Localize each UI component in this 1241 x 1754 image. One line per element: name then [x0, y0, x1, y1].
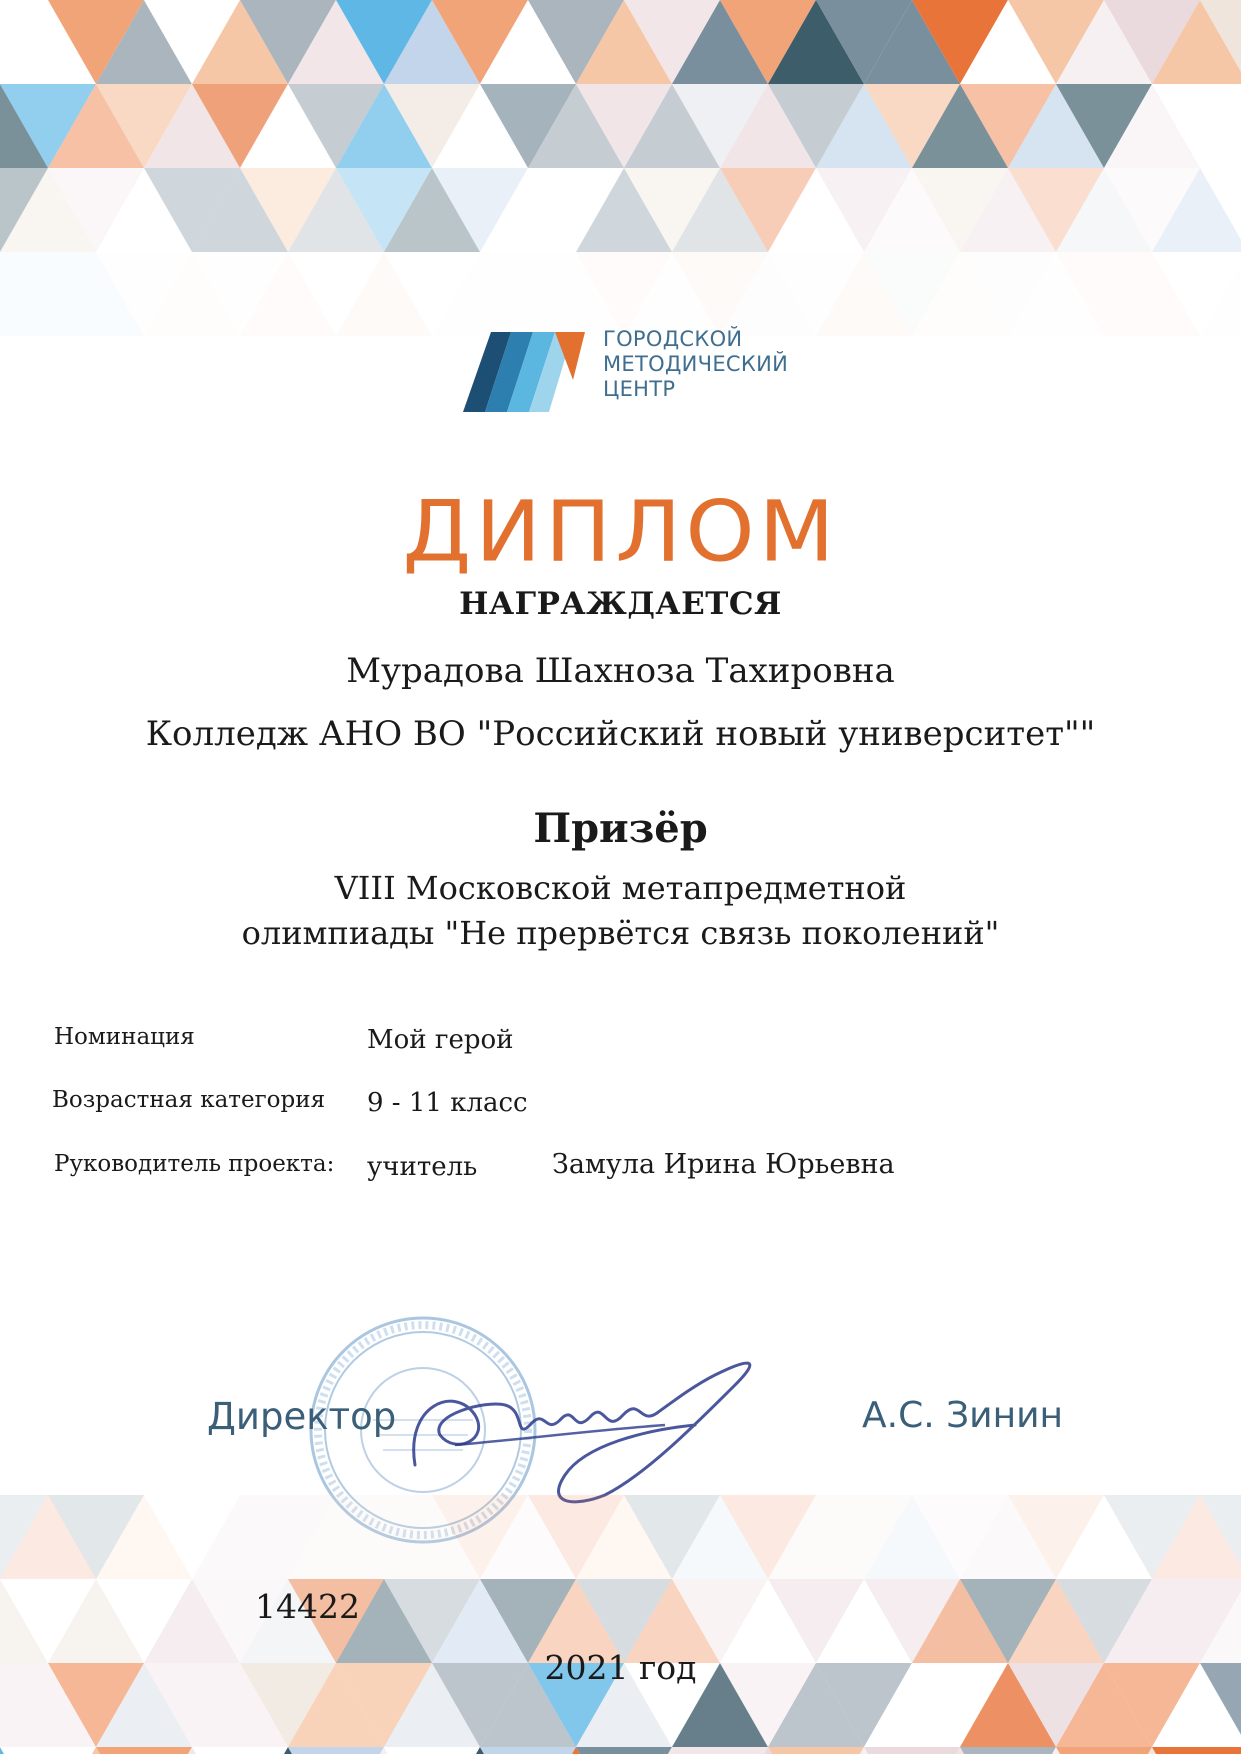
awarded-heading: НАГРАЖДАЕТСЯ: [459, 586, 782, 622]
recipient-name: Мурадова Шахноза Тахировна: [346, 651, 895, 691]
decor-triangle: [384, 1747, 480, 1754]
nomination-value: Мой герой: [367, 1025, 514, 1055]
decor-triangle: [576, 1747, 672, 1754]
logo-mark-icon: [463, 330, 593, 415]
signatory-title: Директор: [207, 1395, 397, 1438]
decor-triangle: [960, 1747, 1056, 1754]
logo-line-1: ГОРОДСКОЙ: [603, 327, 743, 351]
decor-triangle: [1152, 1747, 1241, 1754]
bottom-decorative-band: [0, 1495, 1241, 1754]
decor-triangle: [768, 1747, 864, 1754]
event-line-2: олимпиады "Не прервётся связь поколений": [241, 914, 1000, 952]
decor-triangle: [1056, 1747, 1152, 1754]
project-leader-name: Замула Ирина Юрьевна: [552, 1149, 895, 1180]
recipient-organization: Колледж АНО ВО "Российский новый университет"": [145, 714, 1096, 754]
decor-triangle: [672, 1747, 768, 1754]
diploma-number: 14422: [255, 1587, 360, 1626]
signatory-name: А.С. Зинин: [862, 1395, 1064, 1436]
diploma-title: ДИПЛОМ: [402, 482, 839, 581]
decor-triangle: [0, 1747, 96, 1754]
event-line-1: VIII Московской метапредметной: [334, 869, 907, 907]
logo-line-2: МЕТОДИЧЕСКИЙ: [603, 352, 789, 376]
triangle-pattern-bottom: [0, 1495, 1241, 1754]
logo: [463, 327, 789, 415]
age-category-label: Возрастная категория: [52, 1087, 326, 1113]
logo-text: [603, 327, 788, 402]
logo-line-3: ЦЕНТР: [603, 377, 676, 401]
decor-triangle: [864, 1747, 960, 1754]
project-leader-label: Руководитель проекта:: [54, 1151, 335, 1177]
issue-year: 2021 год: [544, 1648, 697, 1687]
project-leader-role: учитель: [367, 1152, 478, 1182]
decor-triangle: [480, 1747, 576, 1754]
decor-triangle: [96, 1747, 192, 1754]
award-rank: Призёр: [533, 805, 708, 852]
decor-triangle: [288, 1747, 384, 1754]
handwritten-signature-icon: [395, 1345, 775, 1515]
decor-triangle: [192, 1747, 288, 1754]
nomination-label: Номинация: [54, 1024, 195, 1050]
age-category-value: 9 - 11 класс: [367, 1088, 528, 1118]
